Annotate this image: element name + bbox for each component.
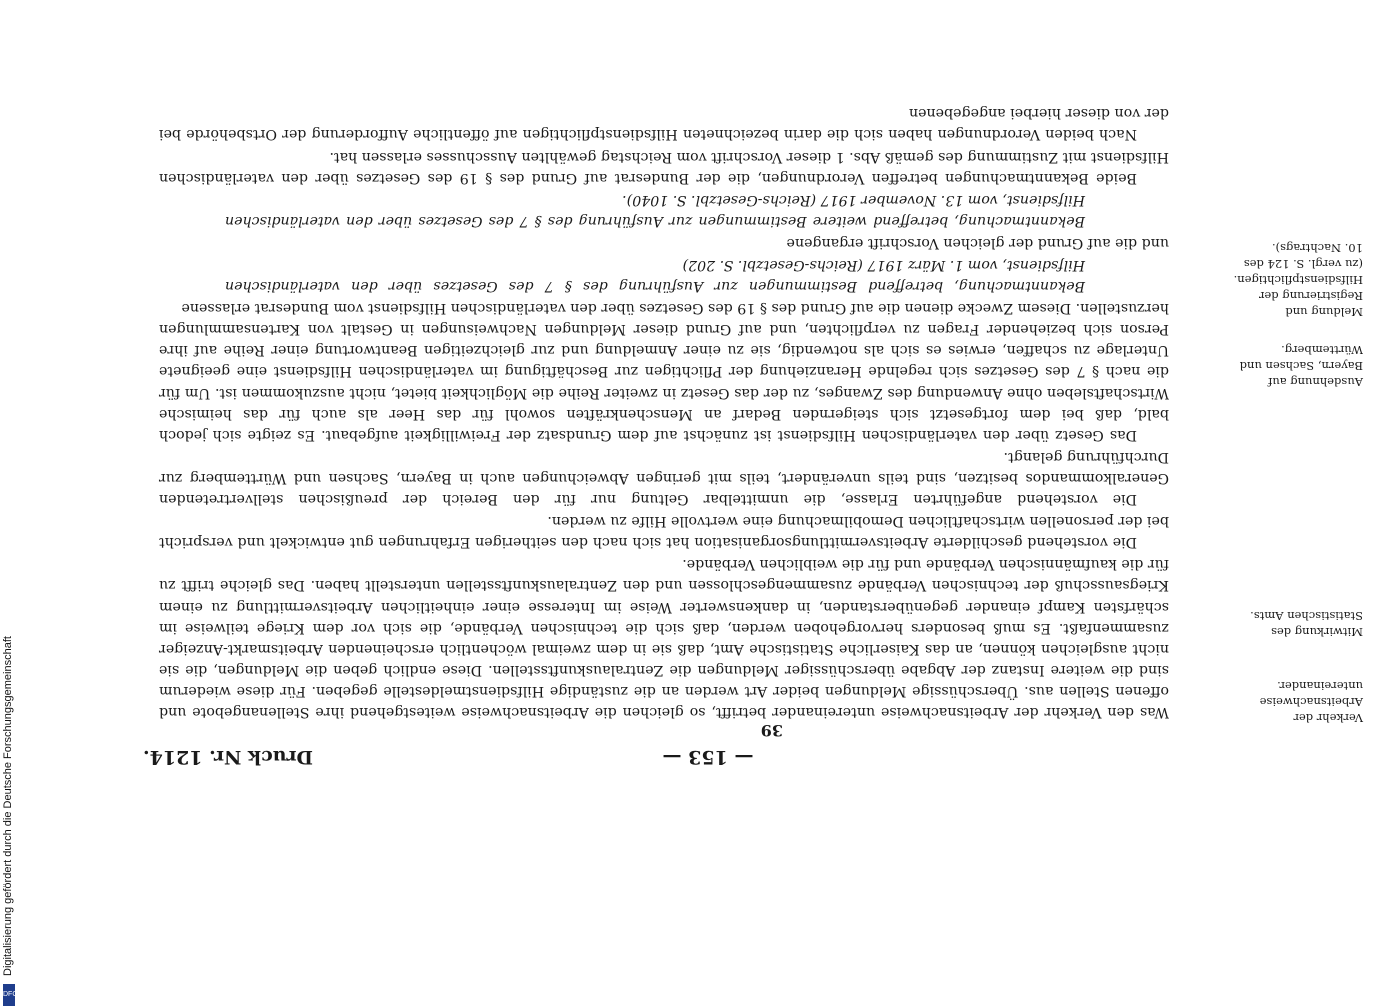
paragraph: Nach beiden Verordnungen haben sich die darin bezeichneten Hilfsdienstpflichtigen auf öffentliche Aufforderung der Ortsbehörde bei der von dieser hierbei angegebenen	[159, 105, 1169, 143]
quoted-decree: Bekanntmachung, betreffend Bestimmungen zur Ausführung des § 7 des Gesetzes über den vaterländischen Hilfsdienst, vom 1. März 1917 (Reichs-Gesetzbl. S. 202)	[225, 257, 1085, 295]
paragraph: Das Gesetz über den vaterländischen Hilfsdienst ist zunächst auf dem Grundsatz der Freiwilligkeit aufgebaut. Es zeigte sich jedoch bald, daß bei dem fortgesetzt sich steigernden Bedarf an Menschenkräften sowohl für das Heer als auch für das heimische Wirtschaftsleben ohne Anwendung des Zwanges, zu der das Gesetz in zweiter Reihe die Möglichkeit bietet, nicht auszukommen ist. Um für die nach § 7 des Gesetzes sich regelnde Heranziehung der Pflichtigen zur Beschäftigung im vaterländischen Hilfsdienst eine geeignete Unterlage zu schaffen, erwies es sich als notwendig, sie zu einer Anmeldung und zur gleichzeitigen Beantwortung einer Reihe auf ihre Person sich beziehender Fragen zu verpflichten, und auf Grund dieser Meldungen Nachweisungen in Gestalt von Kartensammlungen herzustellen. Diesem Zwecke dienen die auf Grund des § 19 des Gesetzes über den vaterländischen Hilfsdienst vom Bundesrat erlassene	[159, 300, 1169, 443]
drucksache-number: Druck Nr. 1214.	[143, 746, 314, 768]
dfg-credit-strip	[2, 16, 16, 996]
margin-note: Verkehr der Arbeitsnachweise untereinander.	[1259, 679, 1363, 725]
paragraph: Die vorstehend geschilderte Arbeitsvermittlungsorganisation hat sich nach den seitherigen Erfahrungen gut entwickelt und verspricht bei der personellen wirtschaftlichen Demobilmachung eine wertvolle Hilfe zu werden.	[159, 513, 1169, 551]
page-number: — 153 —	[662, 746, 754, 768]
paragraph: und die auf Grund der gleichen Vorschrift ergangene	[786, 234, 1169, 251]
margin-note: Meldung und Registrierung der Hilfsdienstpflichtigen. (zu vergl. S. 124 des 10. Nachtrags).	[1233, 241, 1363, 319]
signature-mark: 39	[760, 721, 783, 740]
dfg-logo: DFG	[3, 984, 15, 1006]
margin-note: Ausdehnung auf Bayern, Sachsen und Württemberg.	[1239, 343, 1363, 389]
paragraph: Beide Bekanntmachungen betreffen Verordnungen, die der Bundesrat auf Grund des § 19 des Gesetzes über den vaterländischen Hilfsdienst mit Zustimmung des gemäß Abs. 1 dieser Vorschrift vom Reichstag gewählten Ausschusses erlassen hat.	[159, 148, 1169, 186]
paragraph: Was den Verkehr der Arbeitsnachweise untereinander betrifft, so gleichen die Arbeitsnachweise weitestgehend ihre Stellenangebote und offenen Stellen aus. Überschüssige Meldungen beider Art werden an die zuständige Hilfsdienstmeldestelle gegeben. Für diese wiederum sind die weitere Instanz der Abgabe überschüssiger Meldungen die Zentralauskunftsstellen. Diese endlich geben die Meldungen, die sie nicht ausgleichen können, an das Kaiserliche Statistische Amt, daß sie in dem zweimal wöchentlich erscheinenden Arbeitsmarkt-Anzeiger zusammenfaßt. Es muß besonders hervorgehoben werden, daß sich die technischen Verbände, die sich vor dem Kriege teilweise im schärfsten Kampf einander gegenüberstanden, in dankenswerter Weise im Interesse einer einheitlichen Arbeitsvermittlung zu einem Kriegsausschuß der technischen Verbände zusammengeschlossen und den Zentralauskunftsstellen unterstellt haben. Das gleiche trifft zu für die kaufmännischen Verbände und für die weiblichen Verbände.	[159, 556, 1169, 720]
quoted-decree: Bekanntmachung, betreffend weitere Bestimmungen zur Ausführung des § 7 des Gesetzes über den vaterländischen Hilfsdienst, vom 13. November 1917 (Reichs-Gesetzbl. S. 1040).	[225, 191, 1085, 229]
dfg-credit-text: Digitalisierung gefördert durch die Deutsche Forschungsgemeinschaft	[2, 636, 14, 976]
margin-note: Mitwirkung des Statistischen Amts.	[1250, 609, 1363, 639]
page-header	[143, 734, 1273, 768]
paragraph: Die vorstehend angeführten Erlasse, die unmittelbar Geltung nur für den Bereich der preußischen stellvertretenden Generalkommandos besitzen, sind teils unverändert, teils mit geringen Abweichungen auch in Bayern, Sachsen und Württemberg zur Durchführung gelangt.	[159, 448, 1169, 508]
